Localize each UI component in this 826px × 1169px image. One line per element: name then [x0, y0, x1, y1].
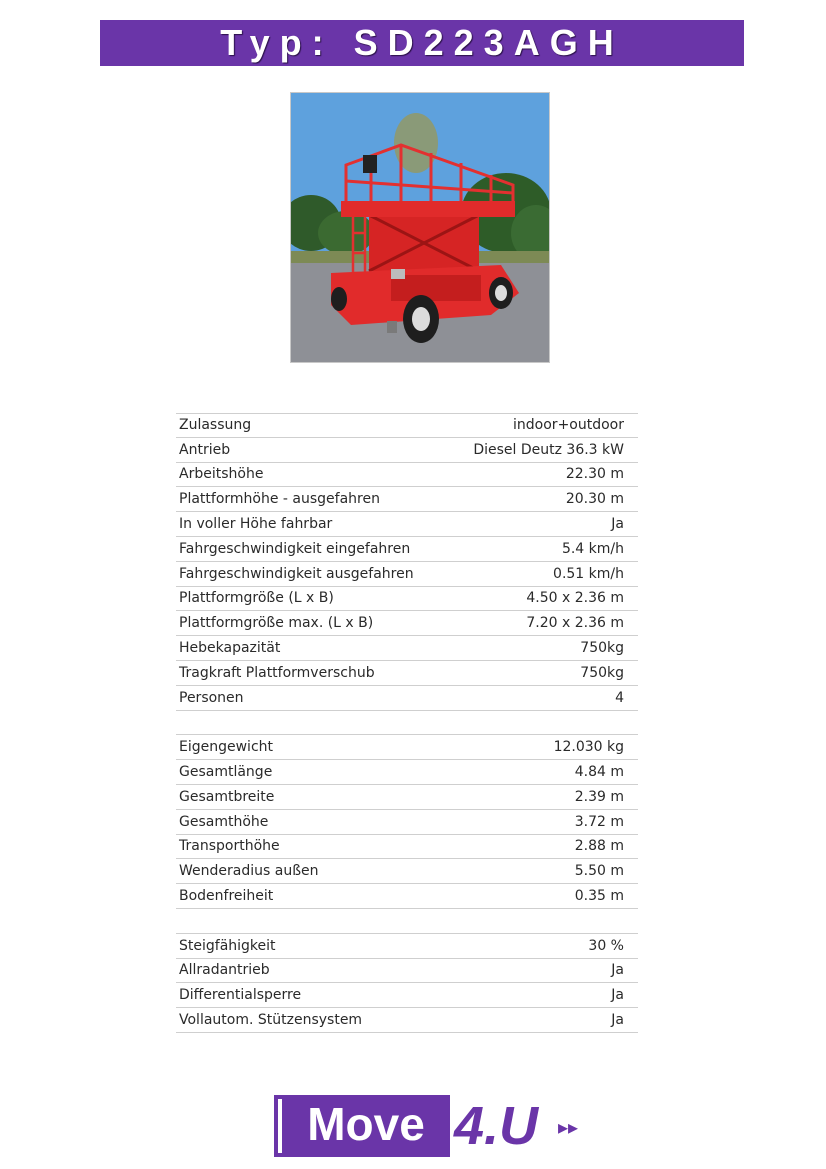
spec-value: indoor+outdoor: [513, 417, 624, 434]
spec-label: Fahrgeschwindigkeit ausgefahren: [179, 565, 414, 582]
spec-row: [176, 562, 638, 587]
spec-label: Eigengewicht: [179, 739, 274, 756]
spec-value: 4.84 m: [574, 764, 624, 781]
move4u-logo: [274, 1093, 584, 1159]
spec-label: Tragkraft Plattformverschub: [179, 664, 375, 681]
spec-row: [176, 735, 638, 760]
spec-value: 20.30 m: [565, 491, 624, 508]
spec-value: 30 %: [588, 937, 624, 954]
logo-arrows-icon: ▸▸: [558, 1115, 579, 1139]
spec-row: [176, 686, 638, 711]
spec-label: Arbeitshöhe: [179, 466, 264, 483]
spec-row: [176, 661, 638, 686]
spec-spacer: [176, 711, 638, 736]
spec-row: [176, 959, 638, 984]
spec-row: [176, 810, 638, 835]
spec-row: [176, 1008, 638, 1033]
spec-label: Transporthöhe: [179, 838, 280, 855]
spec-label: Allradantrieb: [179, 962, 270, 979]
spec-row: [176, 463, 638, 488]
spec-label: Wenderadius außen: [179, 863, 319, 880]
spec-row: [176, 934, 638, 959]
spec-label: Gesamtbreite: [179, 788, 275, 805]
spec-value: 22.30 m: [565, 466, 624, 483]
spec-value: Ja: [611, 516, 624, 533]
spec-value: 2.88 m: [574, 838, 624, 855]
control-box: [363, 155, 377, 173]
spec-row: [176, 413, 638, 438]
spec-label: Fahrgeschwindigkeit eingefahren: [179, 540, 411, 557]
spec-value: 3.72 m: [574, 813, 624, 830]
platform: [341, 201, 515, 217]
spec-row: [176, 983, 638, 1008]
spec-value: 5.50 m: [574, 863, 624, 880]
spec-label: Vollautom. Stützensystem: [179, 1012, 363, 1029]
spec-label: Zulassung: [179, 417, 252, 434]
spec-label: Bodenfreiheit: [179, 888, 274, 905]
spec-label: In voller Höhe fahrbar: [179, 516, 333, 533]
spec-label: Differentialsperre: [179, 987, 302, 1004]
spec-value: Ja: [611, 962, 624, 979]
spec-row: [176, 487, 638, 512]
spec-label: Steigfähigkeit: [179, 937, 276, 954]
spec-row: [176, 785, 638, 810]
spec-row: [176, 587, 638, 612]
spec-row: [176, 636, 638, 661]
spec-value: 750kg: [580, 664, 624, 681]
spec-value: 7.20 x 2.36 m: [526, 615, 624, 632]
spec-row: [176, 611, 638, 636]
spec-value: 750kg: [580, 640, 624, 657]
scissor-lift-photo: [290, 92, 550, 363]
spec-label: Personen: [179, 689, 244, 706]
spec-row: [176, 760, 638, 785]
spec-label: Plattformhöhe - ausgefahren: [179, 491, 380, 508]
spec-label: Gesamthöhe: [179, 813, 269, 830]
spec-table: [176, 413, 638, 1033]
spec-label: Plattformgröße max. (L x B): [179, 615, 374, 632]
spec-value: 2.39 m: [574, 788, 624, 805]
spec-value: 0.35 m: [574, 888, 624, 905]
photo-illustration: [291, 93, 549, 362]
spec-row: [176, 537, 638, 562]
spec-row: [176, 438, 638, 463]
spec-value: Ja: [611, 1012, 624, 1029]
spec-label: Plattformgröße (L x B): [179, 590, 334, 607]
spec-value: 12.030 kg: [553, 739, 624, 756]
spec-spacer: [176, 909, 638, 934]
spec-label: Hebekapazität: [179, 640, 281, 657]
spec-value: 0.51 km/h: [553, 565, 624, 582]
spec-value: 5.4 km/h: [561, 540, 624, 557]
logo-word: Move: [282, 1095, 450, 1153]
spec-row: [176, 859, 638, 884]
logo-suffix: 4.U: [454, 1096, 539, 1156]
spec-label: Antrieb: [179, 441, 231, 458]
title-bar: [100, 20, 744, 66]
spec-row: [176, 884, 638, 909]
spec-value: Ja: [611, 987, 624, 1004]
page-title: Typ: SD223AGH: [220, 22, 624, 63]
spec-value: 4.50 x 2.36 m: [526, 590, 624, 607]
spec-value: 4: [615, 689, 624, 706]
spec-row: [176, 512, 638, 537]
spec-value: Diesel Deutz 36.3 kW: [473, 441, 624, 458]
spec-row: [176, 835, 638, 860]
spec-label: Gesamtlänge: [179, 764, 273, 781]
